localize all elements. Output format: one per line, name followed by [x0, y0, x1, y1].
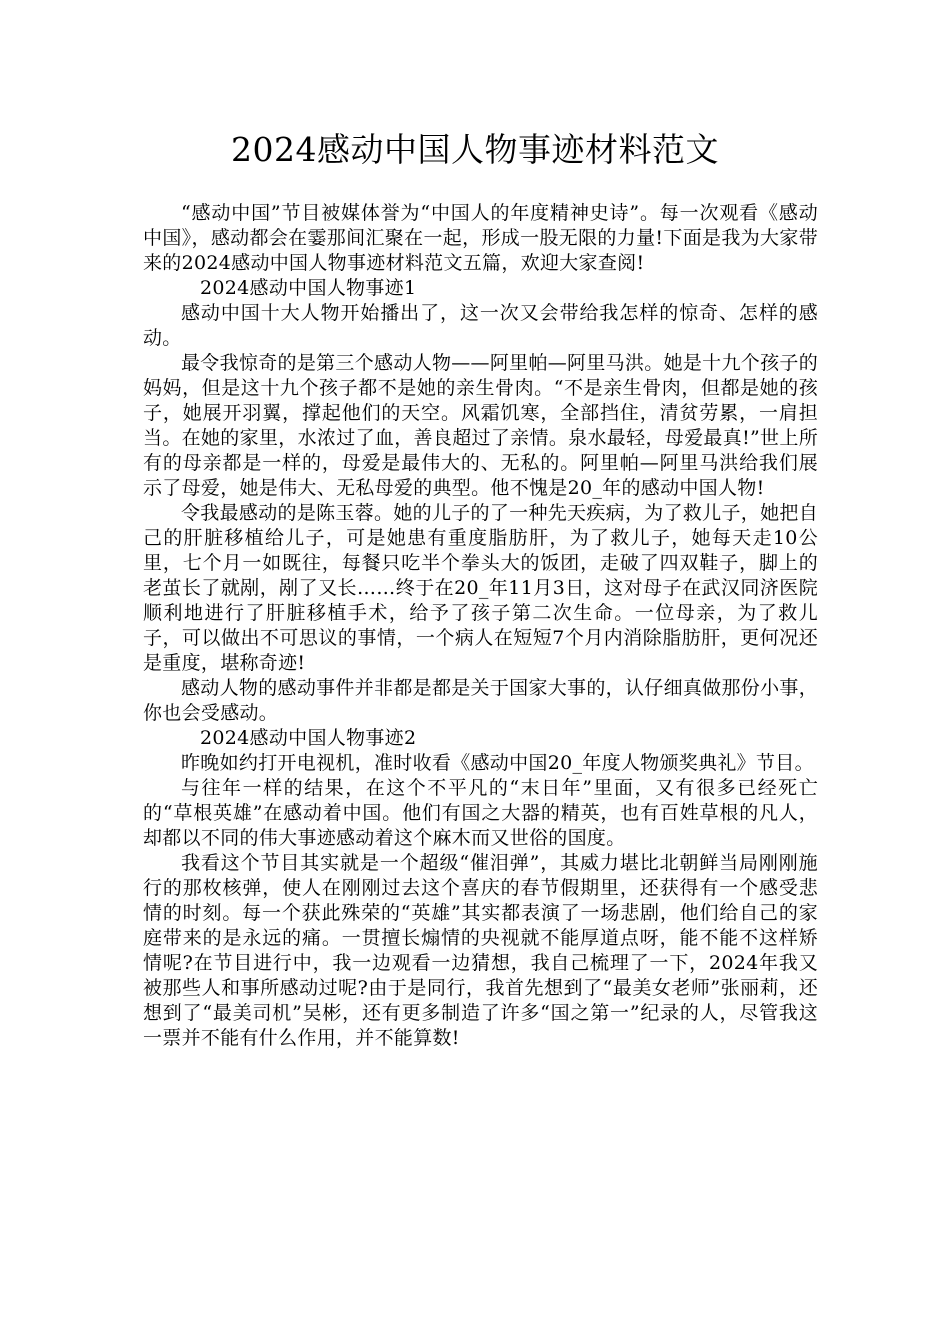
paragraph: 感动人物的感动事件并非都是都是关于国家大事的，认仔细真做那份小事，你也会受感动。 — [143, 677, 818, 724]
paragraph: 感动中国十大人物开始播出了，这一次又会带给我怎样的惊奇、怎样的感动。 — [143, 302, 818, 349]
paragraph: 我看这个节目其实就是一个超级“催泪弹”，其威力堪比北朝鲜当局刚刚施行的那枚核弹，使人在刚刚过去这个喜庆的春节假期里，还获得有一个感受悲情的时刻。每一个获此殊荣的“英雄”其实都表演了一场悲剧，他们给自己的家庭带来的是永远的痛。一贯擅长煽情的央视就不能厚道点呀，能不能不这样矫情呢?在节目进行中，我一边观看一边猜想，我自己梳理了一下，2024年我又被那些人和事所感动过呢?由于是同行，我首先想到了“最美女老师”张丽莉，还想到了“最美司机”吴彬，还有更多制造了许多“国之第一”纪录的人，尽管我这一票并不能有什么作用，并不能算数! — [143, 852, 818, 1049]
paragraph: 令我最感动的是陈玉蓉。她的儿子的了一种先天疾病，为了救儿子，她把自己的肝脏移植给儿子，可是她患有重度脂肪肝，为了救儿子，她每天走10公里，七个月一如既往，每餐只吃半个拳头大的饭团，走破了四双鞋子，脚上的老茧长了就剐，剐了又长……终于在20_年11月3日，这对母子在武汉同济医院顺利地进行了肝脏移植手术，给予了孩子第二次生命。一位母亲，为了救儿子，可以做出不可思议的事情，一个病人在短短7个月内消除脂肪肝，更何况还是重度，堪称奇迹! — [143, 502, 818, 674]
section-heading-1: 2024感动中国人物事迹1 — [200, 277, 417, 299]
paragraph: 昨晚如约打开电视机，准时收看《感动中国20_年度人物颁奖典礼》节目。 — [181, 752, 814, 774]
paragraph: 与往年一样的结果，在这个不平凡的“末日年”里面，又有很多已经死亡的“草根英雄”在感动着中国。他们有国之大器的精英，也有百姓草根的凡人，却都以不同的伟大事迹感动着这个麻木而又世俗的国度。 — [143, 777, 818, 849]
paragraph: 最令我惊奇的是第三个感动人物——阿里帕—阿里马洪。她是十九个孩子的妈妈，但是这十九个孩子都不是她的亲生骨肉。“不是亲生骨肉，但都是她的孩子，她展开羽翼，撑起他们的天空。风霜饥寒，全部挡住，清贫劳累，一肩担当。在她的家里，水浓过了血，善良超过了亲情。泉水最轻，母爱最真!”世上所有的母亲都是一样的，母爱是最伟大的、无私的。阿里帕—阿里马洪给我们展示了母爱，她是伟大、无私母爱的典型。他不愧是20_年的感动中国人物! — [143, 352, 818, 499]
intro-paragraph: “感动中国”节目被媒体誉为“中国人的年度精神史诗”。每一次观看《感动中国》，感动都会在霎那间汇聚在一起，形成一股无限的力量!下面是我为大家带来的2024感动中国人物事迹材料范文五篇，欢迎大家查阅! — [143, 202, 818, 274]
document-body — [143, 201, 818, 1051]
document-title: 2024感动中国人物事迹材料范文 — [231, 130, 719, 169]
section-heading-2: 2024感动中国人物事迹2 — [200, 727, 417, 749]
